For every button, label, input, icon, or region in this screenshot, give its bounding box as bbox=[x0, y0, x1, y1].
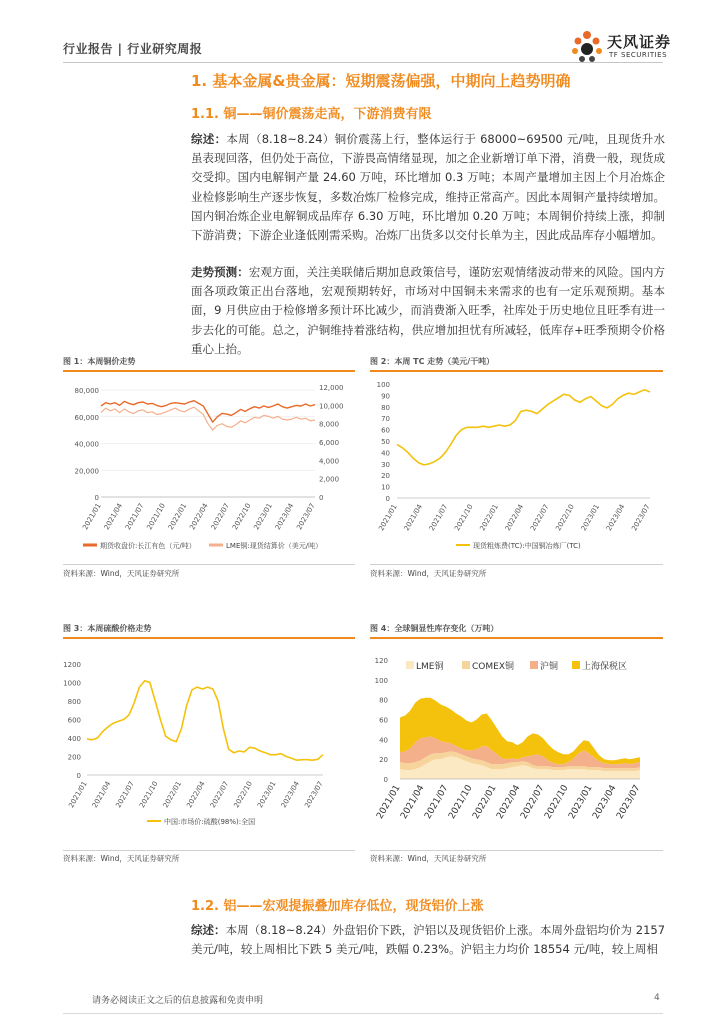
fig4-legend-swatch-3 bbox=[572, 661, 580, 669]
fig2-x-tick-label: 2023/04 bbox=[604, 503, 627, 533]
fig4-source-rule bbox=[370, 850, 663, 851]
fig2-y-tick-label: 100 bbox=[376, 381, 390, 389]
fig3-x-tick-label: 2022/07 bbox=[208, 780, 231, 810]
footer-divider bbox=[63, 1013, 663, 1014]
aluminum-summary-paragraph bbox=[191, 921, 665, 961]
fig2-x-tick-label: 2021/04 bbox=[402, 503, 425, 533]
fig2-y-tick-label: 60 bbox=[381, 426, 390, 435]
fig1-source: 资料来源：Wind，天风证券研究所 bbox=[63, 569, 180, 578]
fig2-source-rule bbox=[370, 564, 663, 565]
fig3-x-tick-label: 2021/07 bbox=[114, 780, 136, 810]
summary-text: 本周（8.18~8.24）铜价震荡上行，整体运行于 68000~69500 元/吨，且现货升水虽表现回落，但仍处于高位，下游畏高情绪显现，加之企业新增订单下滑，消费一般，现货成交受抑。国内电解铜产量 24.60 万吨，环比增加 0.3 万吨；本周产量增加主因上个月冶炼企业检修影响生产逐步恢复，多数冶炼厂检修完成，维持正常高产。因此本周铜产量持续增加。国内铜冶炼企业电解铜成品库存 6.30 万吨，环比增加 0.20 万吨；本周铜价持续上涨，抑制下游消费；下游企业逢低刚需采购。冶炼厂出货多以交付长单为主，因此成品库存小幅增加。 bbox=[191, 132, 665, 243]
section-title: 1. 基本金属&贵金属：短期震荡偏强，中期向上趋势明确 bbox=[191, 72, 571, 90]
fig4-y-tick-label: 40 bbox=[379, 736, 388, 745]
aluminum-summary-text: 本周（8.18~8.24）外盘铝价下跌，沪铝以及现货铝价上涨。本周外盘铝均价为 2157 美元/吨，较上周相比下跌 5 美元/吨，跌幅 0.23%。沪铝主力均价 18554 元/吨，较上周相 bbox=[191, 923, 665, 957]
fig4-y-tick-label: 100 bbox=[374, 676, 388, 685]
fig4-chart bbox=[370, 640, 663, 848]
fig4-title-rule bbox=[370, 637, 663, 639]
fig3-series-sulfuric-acid bbox=[87, 681, 323, 761]
fig1-x-tick-label: 2022/01 bbox=[166, 502, 189, 532]
fig2-title: 图 2：本周 TC 走势（美元/干吨） bbox=[370, 357, 495, 366]
fig2-x-tick-label: 2022/10 bbox=[554, 503, 576, 533]
fig2-x-tick-label: 2021/10 bbox=[453, 503, 475, 533]
fig1-legend-label-2: LME铜:现货结算价（美元/吨） bbox=[226, 542, 323, 550]
fig3-legend-label: 中国:市场价:硫酸(98%):全国 bbox=[164, 818, 256, 826]
fig1-x-tick-label: 2022/07 bbox=[209, 502, 232, 532]
aluminum-summary-label: 综述： bbox=[191, 923, 226, 937]
fig2-x-tick-label: 2023/07 bbox=[630, 503, 652, 533]
fig2-title-rule bbox=[370, 370, 663, 372]
fig1-right-y-tick-label: 0 bbox=[319, 494, 324, 502]
fig3-x-tick-label: 2021/10 bbox=[138, 780, 160, 810]
copper-forecast-paragraph bbox=[191, 263, 665, 359]
subsection-title-copper: 1.1. 铜——铜价震荡走高，下游消费有限 bbox=[191, 107, 432, 122]
fig3-x-tick-label: 2022/01 bbox=[161, 780, 184, 810]
fig1-title-rule bbox=[63, 370, 355, 372]
fig3-x-tick-label: 2023/01 bbox=[256, 780, 278, 810]
brand-logo bbox=[569, 29, 675, 65]
fig2-x-tick-label: 2022/01 bbox=[478, 503, 500, 533]
fig3-y-tick-label: 600 bbox=[67, 716, 81, 725]
fig3-title-rule bbox=[63, 637, 355, 639]
fig2-legend-label: 现货粗炼费(TC):中国铜冶炼厂(TC) bbox=[473, 542, 581, 550]
fig1-legend-label-1: 期货收盘价:长江有色（元/吨） bbox=[100, 542, 196, 550]
fig3-y-tick-label: 200 bbox=[67, 753, 81, 762]
fig4-x-tick-label: 2021/01 bbox=[375, 783, 403, 821]
fig4-y-tick-label: 20 bbox=[379, 756, 388, 765]
logo-name-cn: 天风证券 bbox=[607, 33, 672, 51]
fig2-x-tick-label: 2023/01 bbox=[579, 503, 602, 533]
fig1-right-y-tick-label: 2,000 bbox=[319, 475, 340, 484]
fig1-left-y-tick-label: 80,000 bbox=[74, 387, 99, 395]
fig1-x-tick-label: 2022/04 bbox=[188, 502, 210, 532]
fig1-series-lme bbox=[101, 407, 315, 430]
footer-disclaimer: 请务必阅读正文之后的信息披露和免责申明 bbox=[92, 996, 264, 1006]
fig3-y-tick-label: 1200 bbox=[63, 661, 81, 669]
fig2-x-tick-label: 2021/01 bbox=[377, 503, 399, 533]
fig1-x-tick-label: 2022/10 bbox=[231, 502, 253, 532]
fig4-x-tick-label: 2022/07 bbox=[519, 783, 547, 821]
fig2-y-tick-label: 10 bbox=[381, 483, 390, 492]
fig2-y-tick-label: 20 bbox=[381, 472, 390, 481]
fig4-x-tick-label: 2022/01 bbox=[471, 783, 499, 821]
fig4-x-tick-label: 2023/04 bbox=[591, 783, 619, 821]
fig2-y-tick-label: 70 bbox=[381, 415, 390, 424]
fig3-x-tick-label: 2023/07 bbox=[303, 780, 325, 810]
fig4-legend-swatch-2 bbox=[530, 661, 538, 669]
fig3-chart bbox=[63, 640, 355, 848]
fig1-x-tick-label: 2021/10 bbox=[145, 502, 167, 532]
fig2-x-tick-label: 2022/04 bbox=[503, 503, 526, 533]
fig1-left-y-tick-label: 60,000 bbox=[74, 413, 99, 422]
fig4-y-tick-label: 80 bbox=[379, 696, 388, 705]
fig3-y-tick-label: 1000 bbox=[63, 679, 81, 688]
report-header-left: 行业报告 | 行业研究周报 bbox=[63, 42, 203, 56]
fig3-title: 图 3：本周硫酸价格走势 bbox=[63, 624, 152, 633]
fig1-source-rule bbox=[63, 564, 355, 565]
fig1-right-y-tick-label: 8,000 bbox=[319, 420, 340, 429]
fig2-chart bbox=[370, 373, 663, 565]
fig1-x-tick-label: 2021/04 bbox=[102, 502, 125, 532]
fig2-source: 资料来源：Wind，天风证券研究所 bbox=[370, 569, 487, 578]
fig4-legend-label-3: 上海保税区 bbox=[582, 662, 628, 672]
fig1-chart bbox=[63, 373, 355, 565]
fig4-legend-label-1: COMEX铜 bbox=[472, 662, 514, 672]
fig4-legend-swatch-1 bbox=[462, 661, 470, 669]
fig1-x-tick-label: 2021/01 bbox=[81, 502, 103, 532]
fig2-y-tick-label: 50 bbox=[381, 438, 390, 446]
fig3-x-tick-label: 2021/01 bbox=[67, 780, 89, 810]
fig4-legend-label-2: 沪铜 bbox=[540, 662, 559, 672]
logo-mark-icon bbox=[569, 29, 605, 65]
fig4-x-tick-label: 2023/07 bbox=[615, 783, 643, 821]
fig4-x-tick-label: 2021/04 bbox=[399, 783, 427, 821]
page-number: 4 bbox=[654, 993, 660, 1003]
fig1-x-tick-label: 2023/01 bbox=[252, 502, 274, 532]
fig3-x-tick-label: 2021/04 bbox=[90, 780, 113, 810]
fig4-title: 图 4：全球铜显性库存变化（万吨） bbox=[370, 624, 499, 633]
logo-name-en: TF SECURITIES bbox=[609, 51, 668, 59]
fig3-source-rule bbox=[63, 850, 355, 851]
fig4-source: 资料来源：Wind，天风证券研究所 bbox=[370, 854, 487, 863]
fig4-x-tick-label: 2022/04 bbox=[495, 783, 523, 821]
fig1-title: 图 1：本周铜价走势 bbox=[63, 357, 136, 366]
fig4-y-tick-label: 120 bbox=[374, 657, 388, 665]
fig4-x-tick-label: 2022/10 bbox=[543, 783, 571, 821]
fig1-left-y-tick-label: 0 bbox=[94, 494, 99, 502]
fig1-right-y-tick-label: 10,000 bbox=[319, 402, 344, 411]
fig2-y-tick-label: 40 bbox=[381, 449, 390, 458]
fig3-y-tick-label: 0 bbox=[76, 772, 81, 780]
fig4-y-tick-label: 0 bbox=[383, 776, 388, 784]
fig1-x-tick-label: 2021/07 bbox=[124, 502, 146, 532]
fig2-y-tick-label: 90 bbox=[381, 392, 390, 401]
fig1-left-y-tick-label: 20,000 bbox=[74, 467, 99, 476]
fig1-right-y-tick-label: 4,000 bbox=[319, 457, 340, 466]
subsection-title-aluminum: 1.2. 铝——宏观提振叠加库存低位，现货铝价上涨 bbox=[191, 899, 484, 914]
forecast-text: 宏观方面，关注美联储后期加息政策信号，谨防宏观情绪波动带来的风险。国内方面各项政策正出台落地，宏观预期转好，市场对中国铜未来需求的也有一定乐观预期。基本面，9 月供应由于检修增多预计环比减少，而消费渐入旺季，社库处于历史地位且旺季有进一步去化的可能。总之，沪铜维持着涨结构，供应增加担忧有所减轻，低库存+旺季预期令价格重心上抬。 bbox=[191, 265, 665, 356]
fig1-right-y-tick-label: 6,000 bbox=[319, 439, 340, 447]
fig3-y-tick-label: 800 bbox=[67, 698, 81, 706]
fig2-y-tick-label: 30 bbox=[381, 460, 390, 469]
fig3-source: 资料来源：Wind，天风证券研究所 bbox=[63, 854, 180, 863]
fig3-x-tick-label: 2022/10 bbox=[232, 780, 254, 810]
fig1-left-y-tick-label: 40,000 bbox=[74, 440, 99, 449]
fig4-x-tick-label: 2023/01 bbox=[567, 783, 595, 821]
fig4-x-tick-label: 2021/10 bbox=[447, 783, 475, 821]
fig2-x-tick-label: 2021/07 bbox=[427, 503, 450, 533]
fig4-legend-label-0: LME铜 bbox=[416, 662, 444, 672]
fig2-series-tc bbox=[397, 390, 650, 465]
fig3-y-tick-label: 400 bbox=[67, 735, 81, 743]
fig1-x-tick-label: 2023/04 bbox=[273, 502, 296, 532]
fig2-y-tick-label: 80 bbox=[381, 403, 390, 412]
fig4-y-tick-label: 60 bbox=[379, 716, 388, 725]
fig2-x-tick-label: 2022/07 bbox=[529, 503, 551, 533]
forecast-label: 走势预测： bbox=[191, 265, 249, 279]
fig3-x-tick-label: 2023/04 bbox=[279, 780, 302, 810]
fig1-x-tick-label: 2023/07 bbox=[295, 502, 317, 532]
summary-label: 综述： bbox=[191, 132, 227, 146]
fig4-legend-swatch-0 bbox=[406, 661, 414, 669]
fig2-y-tick-label: 0 bbox=[385, 495, 390, 503]
fig4-x-tick-label: 2021/07 bbox=[423, 783, 451, 821]
fig1-right-y-tick-label: 12,000 bbox=[319, 384, 344, 392]
fig3-x-tick-label: 2022/04 bbox=[185, 780, 207, 810]
copper-summary-paragraph bbox=[191, 130, 665, 245]
